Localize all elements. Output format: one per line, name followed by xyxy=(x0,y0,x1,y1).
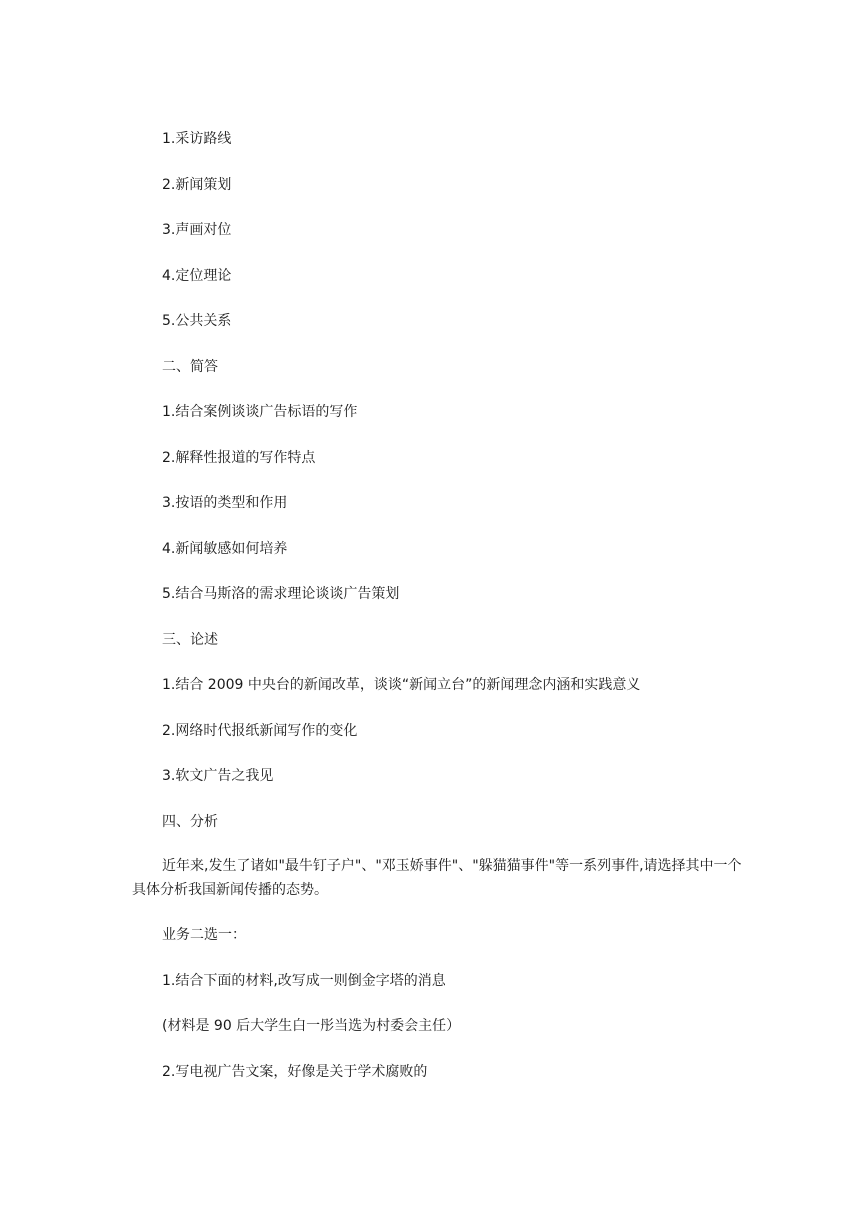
text-line: 2.解释性报道的写作特点 xyxy=(162,450,316,466)
section-heading: 二、简答 xyxy=(162,359,218,375)
analysis-paragraph: 近年来,发生了诸如"最牛钉子户"、"邓玉娇事件"、"躲猫猫事件"等一系列事件,请选择其中一个具体分析我国新闻传播的态势。 xyxy=(132,858,742,898)
text-line: 1.结合下面的材料,改写成一则倒金字塔的消息 xyxy=(162,973,446,989)
section-heading: 三、论述 xyxy=(162,632,218,648)
text-line: 5.结合马斯洛的需求理论谈谈广告策划 xyxy=(162,586,400,602)
text-line: 5.公共关系 xyxy=(162,313,232,329)
text-line: 2.写电视广告文案，好像是关于学术腐败的 xyxy=(162,1064,428,1080)
text-line: 3.软文广告之我见 xyxy=(162,768,274,784)
text-line: 2.网络时代报纸新闻写作的变化 xyxy=(162,723,358,739)
text-line: 1.结合 2009 中央台的新闻改革，谈谈“新闻立台”的新闻理念内涵和实践意义 xyxy=(162,677,641,693)
text-line: 4.新闻敏感如何培养 xyxy=(162,541,288,557)
text-line: 2.新闻策划 xyxy=(162,177,232,193)
text-line: 1.采访路线 xyxy=(162,131,232,147)
text-line: 业务二选一： xyxy=(162,927,246,943)
text-line: 4.定位理论 xyxy=(162,268,232,284)
text-line: 1.结合案例谈谈广告标语的写作 xyxy=(162,404,358,420)
text-line: 3.按语的类型和作用 xyxy=(162,495,288,511)
section-heading: 四、分析 xyxy=(162,814,218,830)
text-line: (材料是 90 后大学生白一彤当选为村委会主任） xyxy=(162,1018,461,1034)
text-line: 3.声画对位 xyxy=(162,222,232,238)
